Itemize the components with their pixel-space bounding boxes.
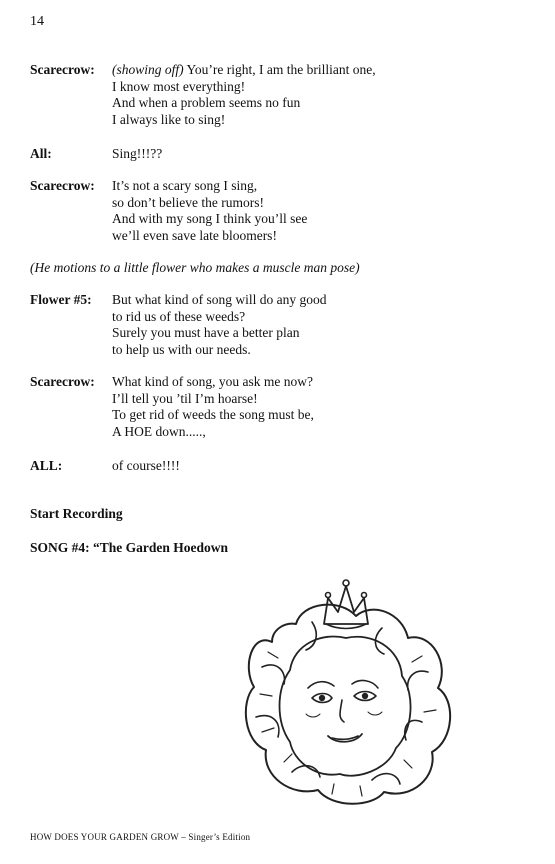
dialogue-line: It’s not a scary song I sing, xyxy=(112,178,258,193)
dialogue-lines xyxy=(112,178,307,244)
speaker-name: Flower #5: xyxy=(30,292,92,307)
start-recording-heading: Start Recording xyxy=(30,506,123,521)
dialogue-block-scarecrow-3 xyxy=(30,374,530,440)
dialogue-line: And when a problem seems no fun xyxy=(112,95,301,110)
dialogue-lines xyxy=(112,292,327,358)
dialogue-line xyxy=(112,62,376,79)
dialogue-line: to rid us of these weeds? xyxy=(112,308,246,324)
dialogue-line: A HOE down....., xyxy=(112,423,206,439)
dialogue-line: Sing!!!?? xyxy=(112,146,163,161)
dialogue-line: to help us with our needs. xyxy=(112,341,251,357)
stage-direction-inline: (showing off) xyxy=(112,62,184,77)
dialogue-block-scarecrow-1 xyxy=(30,62,530,128)
speaker-name: All: xyxy=(30,146,52,161)
dialogue-line: But what kind of song will do any good xyxy=(112,292,327,307)
dialogue-lines xyxy=(112,458,180,475)
dialogue-line: we’ll even save late bloomers! xyxy=(112,227,277,243)
dialogue-block-all-caps xyxy=(30,458,530,475)
speaker-name: ALL: xyxy=(30,458,63,473)
dialogue-line: of course!!!! xyxy=(112,458,180,473)
stage-direction: (He motions to a little flower who makes a muscle man pose) xyxy=(30,260,360,275)
dialogue-line: What kind of song, you ask me now? xyxy=(112,374,313,389)
song-title: SONG #4: “The Garden Hoedown xyxy=(30,540,229,555)
speaker-name: Scarecrow: xyxy=(30,178,95,193)
flower-princess-illustration xyxy=(232,572,458,810)
dialogue-lines xyxy=(112,62,376,128)
speaker-name: Scarecrow: xyxy=(30,374,95,389)
dialogue-line: I know most everything! xyxy=(112,78,246,94)
dialogue-lines xyxy=(112,374,314,440)
flower-illustration-svg xyxy=(232,572,458,810)
dialogue-line: I’ll tell you ’til I’m hoarse! xyxy=(112,390,258,406)
dialogue-block-flower-5 xyxy=(30,292,530,358)
dialogue-line: To get rid of weeds the song must be, xyxy=(112,407,314,422)
dialogue-line: I always like to sing! xyxy=(112,111,226,127)
dialogue-line: And with my song I think you’ll see xyxy=(112,211,308,226)
dialogue-line: so don’t believe the rumors! xyxy=(112,194,264,210)
line-text: You’re right, I am the brilliant one, xyxy=(186,62,376,77)
page-number: 14 xyxy=(30,14,44,29)
dialogue-block-all xyxy=(30,146,530,163)
dialogue-lines xyxy=(112,146,162,163)
speaker-name: Scarecrow: xyxy=(30,62,95,77)
footer-text: HOW DOES YOUR GARDEN GROW – Singer’s Edition xyxy=(30,832,251,842)
dialogue-line: Surely you must have a better plan xyxy=(112,325,300,340)
dialogue-block-scarecrow-2 xyxy=(30,178,530,244)
